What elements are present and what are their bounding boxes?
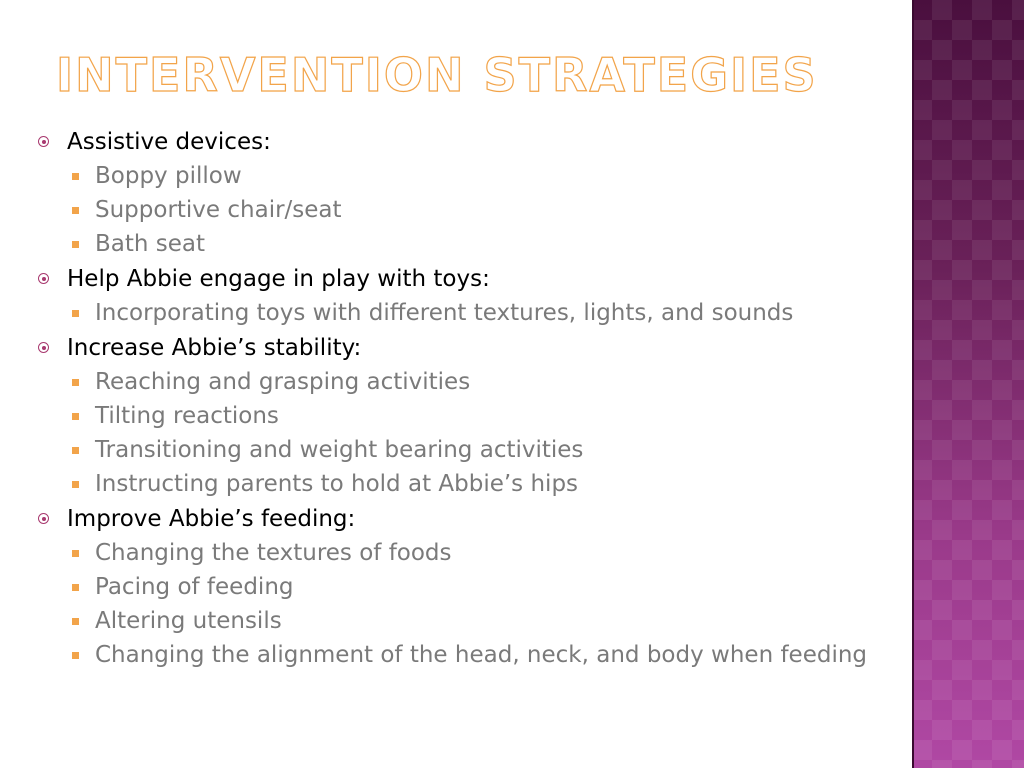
section-heading bbox=[36, 128, 896, 156]
list-item bbox=[36, 608, 896, 635]
square-bullet-icon bbox=[72, 207, 79, 214]
list-item-text: Boppy pillow bbox=[95, 163, 242, 189]
square-bullet-icon bbox=[72, 481, 79, 488]
list-item-text: Bath seat bbox=[95, 231, 206, 257]
bullet-list bbox=[36, 128, 896, 675]
list-item-text: Transitioning and weight bearing activities bbox=[95, 437, 584, 463]
list-item bbox=[36, 437, 896, 464]
list-item bbox=[36, 403, 896, 430]
list-item bbox=[36, 163, 896, 190]
square-bullet-icon bbox=[72, 413, 79, 420]
decorative-side-panel bbox=[912, 0, 1024, 768]
list-item-text: Instructing parents to hold at Abbie’s hips bbox=[95, 471, 579, 497]
section-heading bbox=[36, 334, 896, 362]
list-item bbox=[36, 231, 896, 258]
list-item-text: Tilting reactions bbox=[95, 403, 279, 429]
slide-title: INTERVENTION STRATEGIES bbox=[56, 48, 818, 102]
list-item bbox=[36, 471, 896, 498]
circle-bullet-icon bbox=[38, 273, 49, 284]
circle-bullet-icon bbox=[38, 513, 49, 524]
list-item bbox=[36, 197, 896, 224]
list-item bbox=[36, 300, 896, 327]
square-bullet-icon bbox=[72, 173, 79, 180]
list-item-text: Changing the alignment of the head, neck, and body when feeding bbox=[95, 642, 868, 668]
list-item-text: Reaching and grasping activities bbox=[95, 369, 471, 395]
list-item-text: Incorporating toys with different textures, lights, and sounds bbox=[95, 300, 794, 326]
section-heading-text: Increase Abbie’s stability: bbox=[67, 335, 362, 361]
list-item-text: Pacing of feeding bbox=[95, 574, 294, 600]
square-bullet-icon bbox=[72, 584, 79, 591]
section-heading-text: Assistive devices: bbox=[67, 129, 271, 155]
square-bullet-icon bbox=[72, 652, 79, 659]
square-bullet-icon bbox=[72, 618, 79, 625]
list-item bbox=[36, 540, 896, 567]
diamond-pattern bbox=[912, 0, 1024, 768]
panel-edge bbox=[912, 0, 914, 768]
square-bullet-icon bbox=[72, 379, 79, 386]
list-item-text: Changing the textures of foods bbox=[95, 540, 452, 566]
section-heading bbox=[36, 505, 896, 533]
section-heading-text: Improve Abbie’s feeding: bbox=[67, 506, 356, 532]
square-bullet-icon bbox=[72, 241, 79, 248]
square-bullet-icon bbox=[72, 550, 79, 557]
list-item-text: Supportive chair/seat bbox=[95, 197, 342, 223]
list-item bbox=[36, 574, 896, 601]
section-heading-text: Help Abbie engage in play with toys: bbox=[67, 266, 490, 292]
circle-bullet-icon bbox=[38, 342, 49, 353]
square-bullet-icon bbox=[72, 310, 79, 317]
square-bullet-icon bbox=[72, 447, 79, 454]
circle-bullet-icon bbox=[38, 136, 49, 147]
list-item bbox=[36, 369, 896, 396]
list-item bbox=[36, 642, 896, 668]
section-heading bbox=[36, 265, 896, 293]
list-item-text: Altering utensils bbox=[95, 608, 282, 634]
